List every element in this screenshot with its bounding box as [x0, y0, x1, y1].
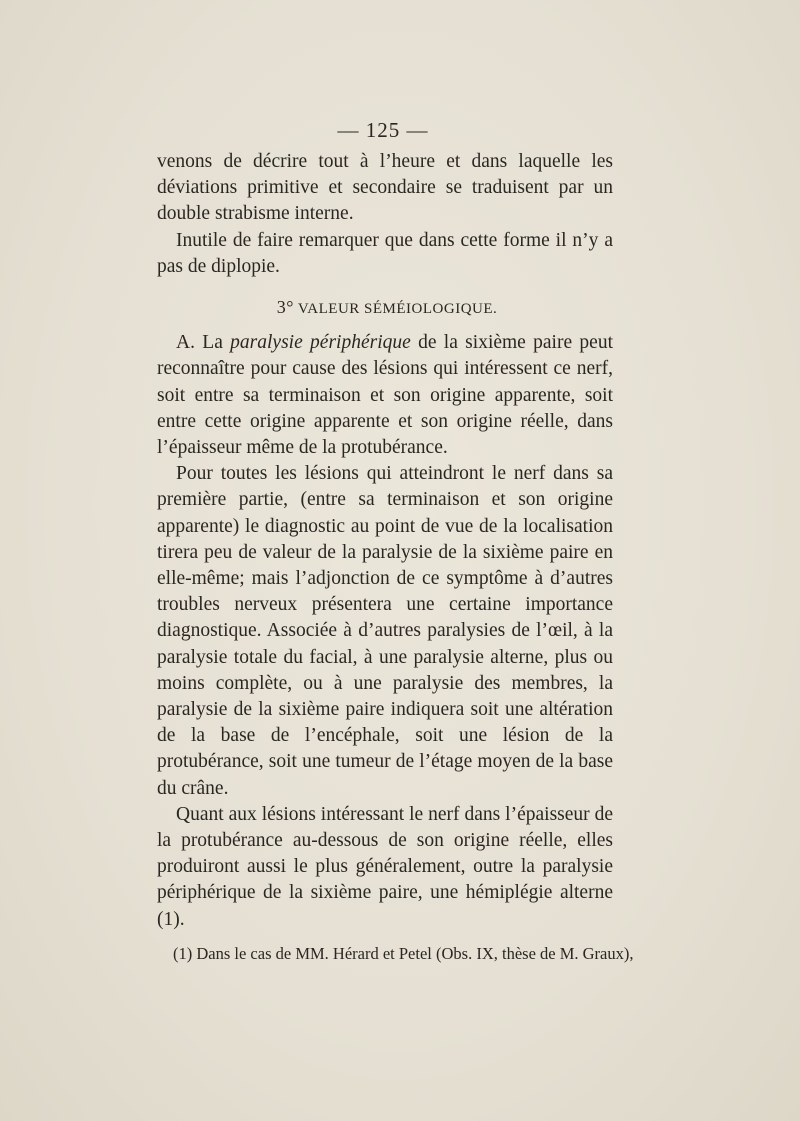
body-text [157, 149, 613, 933]
section-heading [157, 294, 613, 322]
paragraph-a [157, 330, 613, 461]
paragraph-a-emphasis: paralysie périphérique [230, 332, 411, 354]
page-number: — 125 — [337, 118, 429, 142]
section-number: 3° [276, 297, 294, 318]
section-title: VALEUR SÉMÉIOLOGIQUE. [297, 301, 498, 318]
paragraph-continuation: venons de décrire tout à l’heure et dans laquelle les déviations primitive et secondaire se traduisent par un double strabisme interne. [157, 151, 613, 225]
footnote: (1) Dans le cas de MM. Hérard et Petel (Obs. IX, thèse de M. Graux), [173, 944, 634, 963]
paragraph-a-rest: de la sixième paire peut reconnaître pour cause des lésions qui intéressent ce nerf, soit entre sa terminaison et son origine apparente, soit entre cette origine apparente et son origine réelle, dans l’épaisseur même de la protubérance. [157, 332, 613, 459]
paragraph-a-marker: A. [176, 332, 195, 354]
paragraph-first-part: Pour toutes les lésions qui atteindront le nerf dans sa première partie, (entre sa terminaison et son origine apparente) le diagnostic au point de vue de la localisation tirera peu de valeur de la paralysie de la sixième paire en elle-même; mais l’adjonction de ce symptôme à d’autres troubles nerveux présentera une certaine importance diagnostique. Associée à d’autres paralysies de l’œil, à la paralysie totale du facial, à une paralysie alterne, plus ou moins complète, ou à une paralysie des membres, la paralysie de la sixième paire indiquera soit une altération de la base de l’encéphale, soit une lésion de la protubérance, soit une tumeur de l’étage moyen de la base du crâne. [157, 463, 613, 799]
paragraph-diplopia: Inutile de faire remarquer que dans cette forme il n’y a pas de diplopie. [157, 229, 613, 277]
paragraph-a-lead: La [202, 332, 223, 354]
paragraph-thickness: Quant aux lésions intéressant le nerf dans l’épaisseur de la protubérance au-dessous de son origine réelle, elles produiront aussi le plus généralement, outre la paralysie périphérique de la sixième paire, une hémiplégie alterne (1). [157, 803, 613, 930]
